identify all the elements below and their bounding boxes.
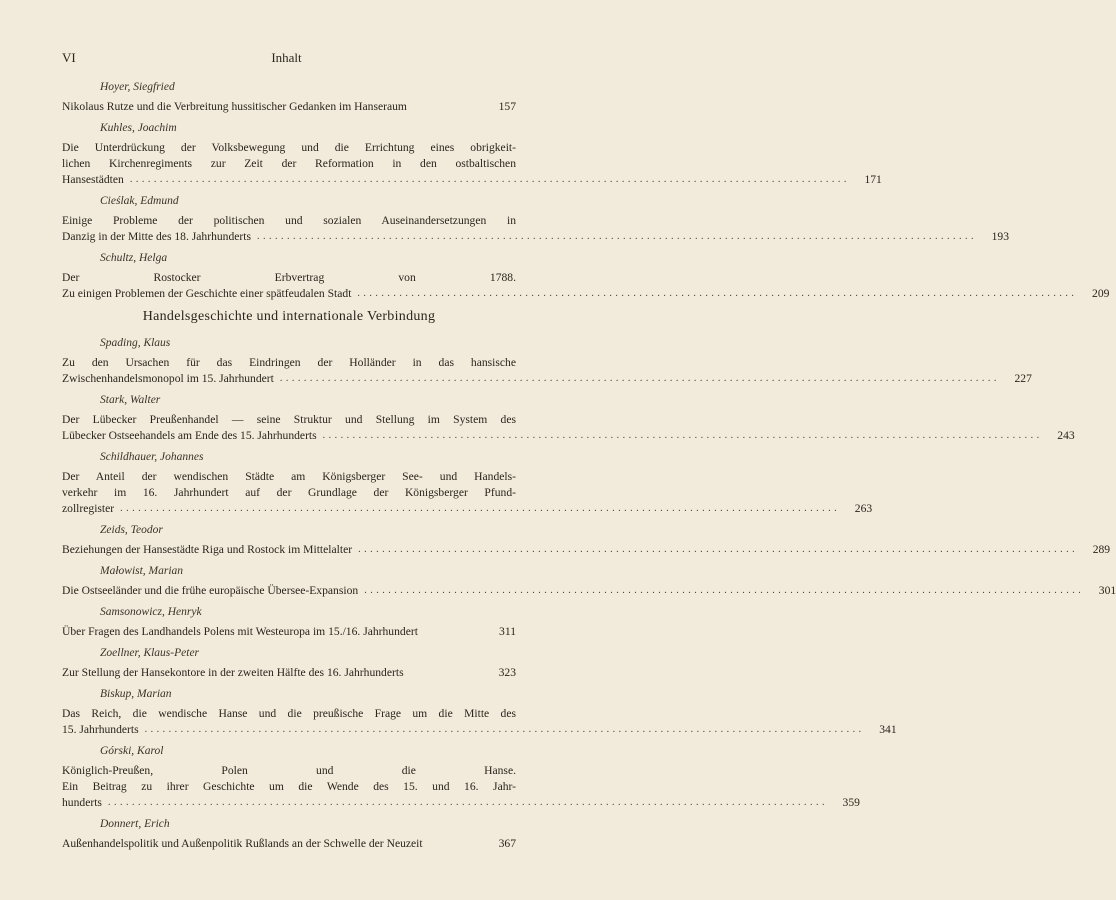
entry-author: Samsonowicz, Henryk <box>100 606 202 618</box>
entry-title-text: Außenhandelspolitik und Außenpolitik Rußlands an der Schwelle der Neuzeit <box>62 837 423 850</box>
entry-title-text: hunderts <box>62 796 102 809</box>
toc-entry <box>62 193 1009 245</box>
entry-page-number: 227 <box>1014 372 1032 385</box>
entry-final-line <box>62 99 516 115</box>
page-number: VI <box>62 50 76 65</box>
entry-final-line <box>62 286 1110 302</box>
toc-entry <box>62 522 1111 558</box>
entry-final-line <box>62 371 1032 387</box>
entry-page-number: 311 <box>499 625 516 638</box>
toc-entry <box>62 743 860 811</box>
entry-final-line <box>62 722 897 738</box>
entry-author: Cieślak, Edmund <box>100 195 179 207</box>
entry-author: Schildhauer, Johannes <box>100 451 204 463</box>
entry-author: Spading, Klaus <box>100 337 171 349</box>
entry-page-number: 367 <box>498 837 516 850</box>
entry-title-line: Einige Probleme der politischen und sozialen Auseinandersetzungen in <box>62 214 516 227</box>
entry-page-number: 359 <box>842 796 860 809</box>
entry-final-line <box>62 583 1116 599</box>
entry-title-line: lichen Kirchenregiments zur Zeit der Reformation in den ostbaltischen <box>62 157 516 170</box>
dot-leader: ........................................................................................................................ <box>257 231 977 242</box>
entry-title-text: Über Fragen des Landhandels Polens mit Westeuropa im 15./16. Jahrhundert <box>62 625 418 638</box>
entry-page-number: 301 <box>1098 584 1116 597</box>
dot-leader: ........................................................................................................................ <box>120 503 841 514</box>
entry-author: Schultz, Helga <box>100 252 168 264</box>
entry-author: Małowist, Marian <box>100 565 184 577</box>
entry-title-text: Zur Stellung der Hansekontore in der zweiten Hälfte des 16. Jahrhunderts <box>62 666 404 679</box>
entry-author: Zeids, Teodor <box>100 524 163 536</box>
entry-final-line <box>62 172 882 188</box>
entry-title-line: Der Lübecker Preußenhandel — seine Struktur und Stellung im System des <box>62 413 516 426</box>
entry-title-text: Danzig in der Mitte des 18. Jahrhunderts <box>62 230 251 243</box>
entry-title-line: Ein Beitrag zu ihrer Geschichte um die Wende des 15. und 16. Jahr- <box>62 780 516 793</box>
toc-entry <box>62 392 1075 444</box>
dot-leader: ........................................................................................................................ <box>129 174 850 185</box>
toc-entry <box>62 120 882 188</box>
entry-title-line: Zu den Ursachen für das Eindringen der Holländer in das hansische <box>62 356 516 369</box>
dot-leader: ........................................................................................................................ <box>358 544 1079 555</box>
page-header <box>62 50 511 68</box>
dot-leader: ........................................................................................................................ <box>357 288 1078 299</box>
entry-title-text: Die Ostseeländer und die frühe europäische Übersee-Expansion <box>62 584 359 597</box>
toc-entry <box>62 816 516 852</box>
toc-group-b <box>62 335 1116 852</box>
entry-page-number: 289 <box>1092 543 1111 556</box>
dot-leader: ........................................................................................................................ <box>364 585 1085 596</box>
table-of-contents <box>62 79 1116 857</box>
toc-entry <box>62 250 1110 302</box>
entry-final-line <box>62 624 516 640</box>
entry-author: Górski, Karol <box>100 745 164 757</box>
entry-final-line <box>62 428 1075 444</box>
entry-author: Stark, Walter <box>100 394 161 406</box>
section-heading: Handelsgeschichte und internationale Verbindung <box>142 309 436 324</box>
entry-title-text: Beziehungen der Hansestädte Riga und Rostock im Mittelalter <box>62 543 353 556</box>
entry-author: Zoellner, Klaus-Peter <box>100 647 200 659</box>
entry-final-line <box>62 795 860 811</box>
dot-leader: ........................................................................................................................ <box>322 430 1043 441</box>
entry-title-text: Zwischenhandelsmonopol im 15. Jahrhundert <box>62 372 274 385</box>
entry-author: Kuhles, Joachim <box>100 122 177 134</box>
toc-entry <box>62 645 516 681</box>
entry-page-number: 243 <box>1057 429 1075 442</box>
entry-title-text: Zu einigen Problemen der Geschichte einer spätfeudalen Stadt <box>62 287 352 300</box>
entry-final-line <box>62 836 516 852</box>
entry-page-number: 323 <box>498 666 516 679</box>
dot-leader: ........................................................................................................................ <box>107 797 828 808</box>
toc-entry <box>62 604 516 640</box>
entry-title-text: Nikolaus Rutze und die Verbreitung hussitischer Gedanken im Hanseraum <box>62 100 407 113</box>
entry-title-text: zollregister <box>62 502 115 515</box>
dot-leader: ........................................................................................................................ <box>144 724 865 735</box>
entry-title-line: verkehr im 16. Jahrhundert auf der Grundlage der Königsberger Pfund- <box>62 486 516 499</box>
entry-title-line: Der Anteil der wendischen Städte am Königsberger See- und Handels- <box>62 470 516 483</box>
entry-final-line <box>62 665 516 681</box>
toc-entry <box>62 449 873 517</box>
entry-title-line: Königlich-Preußen, Polen und die Hanse. <box>62 764 516 777</box>
toc-entry <box>62 335 1032 387</box>
entry-page-number: 341 <box>879 723 897 736</box>
running-title: Inhalt <box>271 50 302 65</box>
entry-title-text: 15. Jahrhunderts <box>62 723 139 736</box>
entry-title-line: Der Rostocker Erbvertrag von 1788. <box>62 271 516 284</box>
entry-author: Biskup, Marian <box>100 688 172 700</box>
toc-group-a <box>62 79 1110 302</box>
toc-entry <box>62 79 516 115</box>
entry-page-number: 157 <box>498 100 516 113</box>
entry-page-number: 209 <box>1092 287 1110 300</box>
entry-author: Hoyer, Siegfried <box>100 81 175 93</box>
dot-leader: ........................................................................................................................ <box>279 373 1000 384</box>
entry-final-line <box>62 229 1009 245</box>
entry-final-line <box>62 501 873 517</box>
entry-final-line <box>62 542 1111 558</box>
toc-entry <box>62 563 1116 599</box>
entry-page-number: 171 <box>864 173 882 186</box>
entry-title-line: Die Unterdrückung der Volksbewegung und die Errichtung eines obrigkeit- <box>62 141 516 154</box>
toc-entry <box>62 686 897 738</box>
entry-title-line: Das Reich, die wendische Hanse und die preußische Frage um die Mitte des <box>62 707 516 720</box>
entry-title-text: Hansestädten <box>62 173 124 186</box>
entry-page-number: 193 <box>991 230 1009 243</box>
entry-author: Donnert, Erich <box>100 818 170 830</box>
entry-title-text: Lübecker Ostseehandels am Ende des 15. Jahrhunderts <box>62 429 317 442</box>
entry-page-number: 263 <box>854 502 873 515</box>
